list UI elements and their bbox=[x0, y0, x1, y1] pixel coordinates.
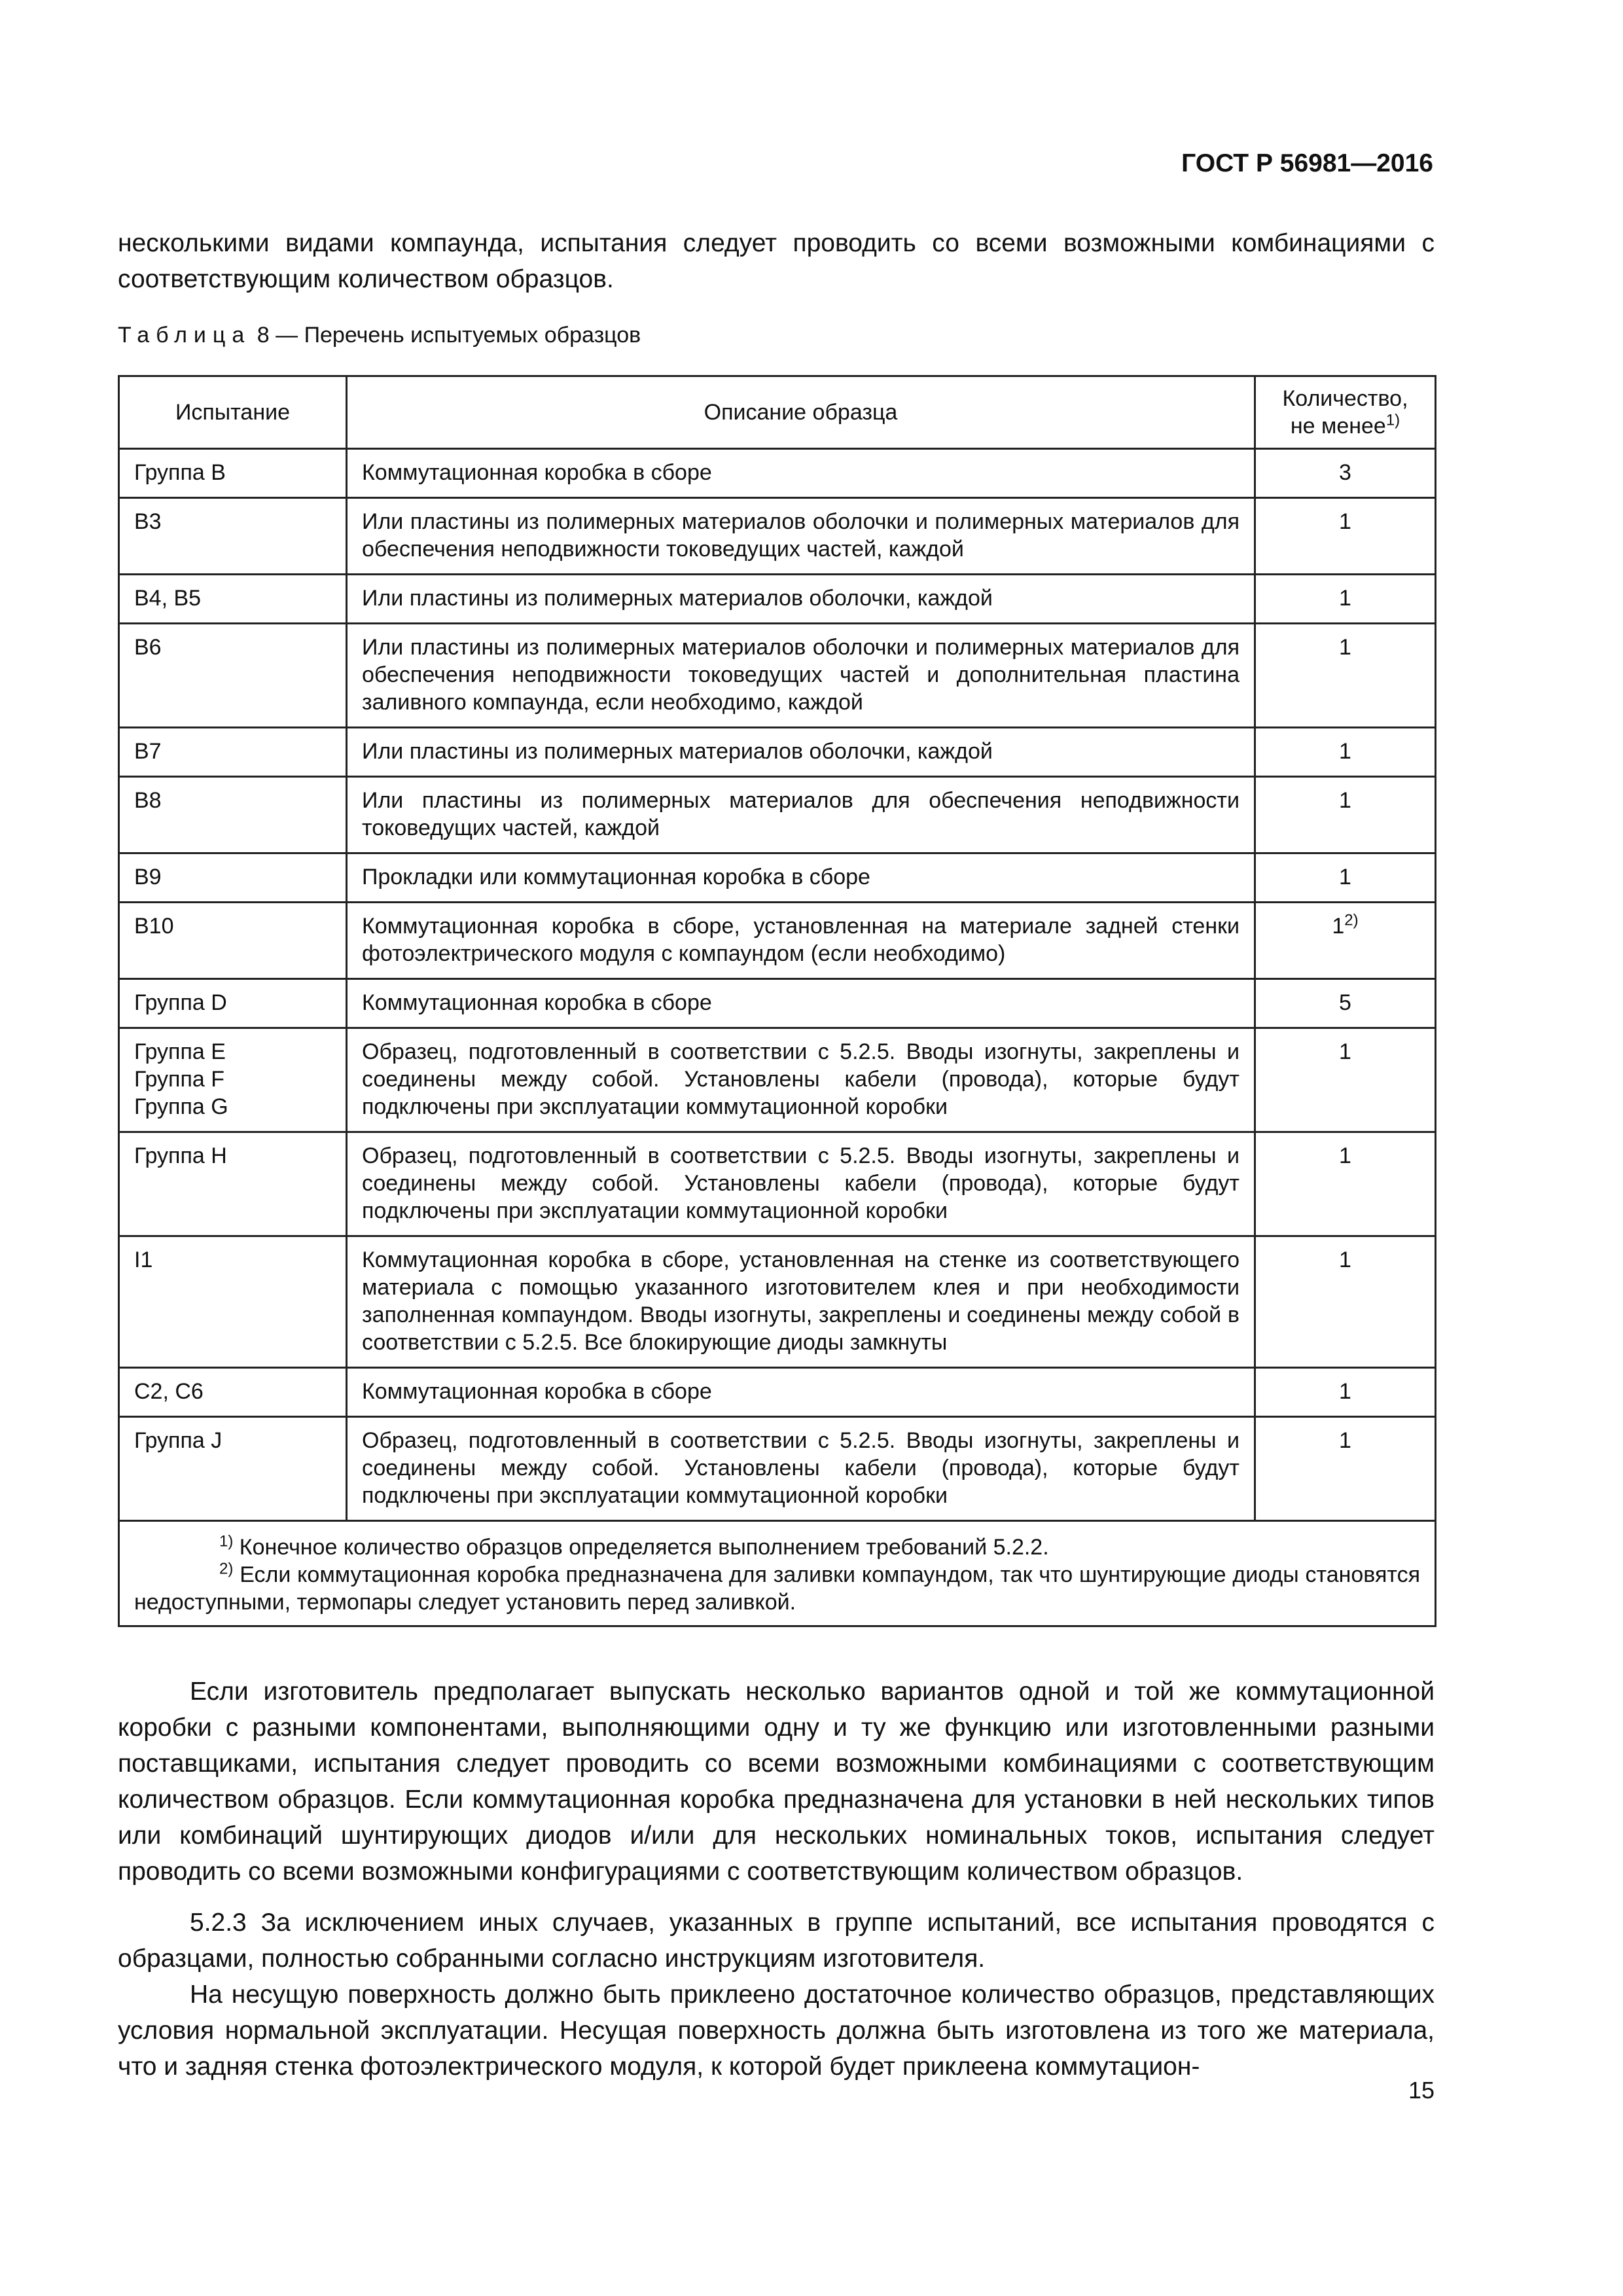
quantity-cell: 3 bbox=[1255, 449, 1436, 498]
quantity-cell: 5 bbox=[1255, 979, 1436, 1028]
table-caption-title: 8 — Перечень испытуемых образцов bbox=[257, 323, 641, 348]
quantity-cell: 1 bbox=[1255, 853, 1436, 903]
test-cell: B3 bbox=[119, 498, 347, 575]
table-row bbox=[119, 1368, 1436, 1417]
samples-table bbox=[118, 375, 1436, 1627]
table-footnotes bbox=[119, 1521, 1436, 1626]
description-cell: Коммутационная коробка в сборе bbox=[347, 979, 1255, 1028]
page-number: 15 bbox=[1408, 2077, 1435, 2104]
quantity-cell: 1 bbox=[1255, 498, 1436, 575]
column-header-quantity-line1: Количество, bbox=[1282, 386, 1408, 411]
footnote-mark: 2) bbox=[219, 1560, 234, 1578]
description-cell: Или пластины из полимерных материалов оболочки и полимерных материалов для обеспечения неподвижности токоведущих частей и дополнительная пластина заливного компаунда, если необходимо, каждой bbox=[347, 624, 1255, 728]
table-caption-word: Таблица bbox=[118, 323, 251, 348]
table-header-row bbox=[119, 376, 1436, 449]
quantity-cell: 1 bbox=[1255, 1028, 1436, 1132]
quantity-cell: 1 bbox=[1255, 575, 1436, 624]
table-row bbox=[119, 979, 1436, 1028]
body-paragraph-3: На несущую поверхность должно быть приклеено достаточное количество образцов, представляющих условия нормальной эксплуатации. Несущая поверхность должна быть изготовлена из того же материала, что и задняя стенка фотоэлектрического модуля, к которой будет приклеена коммутацион- bbox=[118, 1981, 1435, 2081]
table-row bbox=[119, 624, 1436, 728]
table-row bbox=[119, 1417, 1436, 1521]
quantity-cell: 1 bbox=[1255, 728, 1436, 777]
table-row bbox=[119, 1028, 1436, 1132]
footnote-1 bbox=[134, 1534, 1420, 1561]
column-header-quantity-line2: не менее$^{1)}$ bbox=[1290, 411, 1400, 439]
table-footnotes-row bbox=[119, 1521, 1436, 1626]
test-cell: C2, C6 bbox=[119, 1368, 347, 1417]
test-cell: B4, B5 bbox=[119, 575, 347, 624]
test-cell: Группа J bbox=[119, 1417, 347, 1521]
quantity-cell: 1 bbox=[1255, 1132, 1436, 1236]
body-paragraph-1: Если изготовитель предполагает выпускать несколько вариантов одной и той же коммутационной коробки с разными компонентами, выполняющими одну и ту же функцию или изготовленными разными поставщиками, испытания следует проводить со всеми возможными комбинациями с соответствующим количеством образцов. Если коммутационная коробка предназначена для установки в ней нескольких типов или комбинаций шунтирующих диодов и/или для нескольких номинальных токов, испытания следует проводить со всеми возможными конфигурациями с соответствующим количеством образцов. bbox=[118, 1677, 1435, 1886]
description-cell: Образец, подготовленный в соответствии с 5.2.5. Вводы изогнуты, закреплены и соединены между собой. Установлены кабели (провода), которые будут подключены при эксплуатации коммутационной коробки bbox=[347, 1417, 1255, 1521]
description-cell: Или пластины из полимерных материалов оболочки, каждой bbox=[347, 728, 1255, 777]
table-row bbox=[119, 1236, 1436, 1368]
test-cell: Группа H bbox=[119, 1132, 347, 1236]
footnote-mark: 1) bbox=[1385, 411, 1400, 429]
test-cell-line: Группа F bbox=[134, 1067, 224, 1092]
test-cell bbox=[119, 1028, 347, 1132]
description-cell: Коммутационная коробка в сборе bbox=[347, 449, 1255, 498]
quantity-cell: 1 bbox=[1255, 1368, 1436, 1417]
table-row bbox=[119, 1132, 1436, 1236]
column-header-description: Описание образца bbox=[347, 376, 1255, 449]
table-caption bbox=[118, 323, 641, 348]
test-cell: Группа B bbox=[119, 449, 347, 498]
body-paragraph-2: 5.2.3 За исключением иных случаев, указанных в группе испытаний, все испытания проводятся с образцами, полностью собранными согласно инструкциям изготовителя. bbox=[118, 1909, 1435, 1973]
test-cell-line: Группа G bbox=[134, 1094, 228, 1119]
document-code: ГОСТ Р 56981—2016 bbox=[1181, 149, 1433, 177]
table-row bbox=[119, 575, 1436, 624]
test-cell: B10 bbox=[119, 903, 347, 979]
test-cell: B7 bbox=[119, 728, 347, 777]
description-cell: Прокладки или коммутационная коробка в сборе bbox=[347, 853, 1255, 903]
test-cell: B8 bbox=[119, 777, 347, 853]
description-cell: Образец, подготовленный в соответствии с 5.2.5. Вводы изогнуты, закреплены и соединены между собой. Установлены кабели (провода), которые будут подключены при эксплуатации коммутационной коробки bbox=[347, 1132, 1255, 1236]
footnote-text: Если коммутационная коробка предназначена для заливки компаундом, так что шунтирующие диоды становятся недоступными, термопары следует установить перед заливкой. bbox=[134, 1562, 1420, 1615]
footnote-text: Конечное количество образцов определяется выполнением требований 5.2.2. bbox=[239, 1535, 1049, 1560]
quantity-cell: 1 bbox=[1255, 624, 1436, 728]
table-row bbox=[119, 498, 1436, 575]
footnote-mark: 1) bbox=[219, 1532, 234, 1551]
test-cell-line: Группа E bbox=[134, 1039, 226, 1064]
description-cell: Образец, подготовленный в соответствии с 5.2.5. Вводы изогнуты, закреплены и соединены между собой. Установлены кабели (провода), которые будут подключены при эксплуатации коммутационной коробки bbox=[347, 1028, 1255, 1132]
description-cell: Или пластины из полимерных материалов оболочки и полимерных материалов для обеспечения неподвижности токоведущих частей, каждой bbox=[347, 498, 1255, 575]
table-row bbox=[119, 777, 1436, 853]
column-header-quantity bbox=[1255, 376, 1436, 449]
column-header-test: Испытание bbox=[119, 376, 347, 449]
test-cell: Группа D bbox=[119, 979, 347, 1028]
test-cell: B9 bbox=[119, 853, 347, 903]
description-cell: Коммутационная коробка в сборе, установленная на стенке из соответствующего материала с помощью указанного изготовителем клея и при необходимости заполненная компаундом. Вводы изогнуты, закреплены и соединены между собой в соответствии с 5.2.5. Все блокирующие диоды замкнуты bbox=[347, 1236, 1255, 1368]
description-cell: Или пластины из полимерных материалов для обеспечения неподвижности токоведущих частей, каждой bbox=[347, 777, 1255, 853]
intro-paragraph: несколькими видами компаунда, испытания следует проводить со всеми возможными комбинациями с соответствующим количеством образцов. bbox=[118, 229, 1435, 293]
test-cell: I1 bbox=[119, 1236, 347, 1368]
quantity-cell: 1 bbox=[1255, 777, 1436, 853]
table-row bbox=[119, 903, 1436, 979]
table-row bbox=[119, 449, 1436, 498]
description-cell: Или пластины из полимерных материалов оболочки, каждой bbox=[347, 575, 1255, 624]
quantity-cell: 1$^{2)}$ bbox=[1255, 903, 1436, 979]
description-cell: Коммутационная коробка в сборе, установленная на материале задней стенки фотоэлектрического модуля с компаундом (если необходимо) bbox=[347, 903, 1255, 979]
table-row bbox=[119, 728, 1436, 777]
footnote-2 bbox=[134, 1561, 1420, 1616]
quantity-cell: 1 bbox=[1255, 1236, 1436, 1368]
footnote-mark: 2) bbox=[1344, 911, 1359, 929]
test-cell: B6 bbox=[119, 624, 347, 728]
description-cell: Коммутационная коробка в сборе bbox=[347, 1368, 1255, 1417]
table-row bbox=[119, 853, 1436, 903]
quantity-cell: 1 bbox=[1255, 1417, 1436, 1521]
